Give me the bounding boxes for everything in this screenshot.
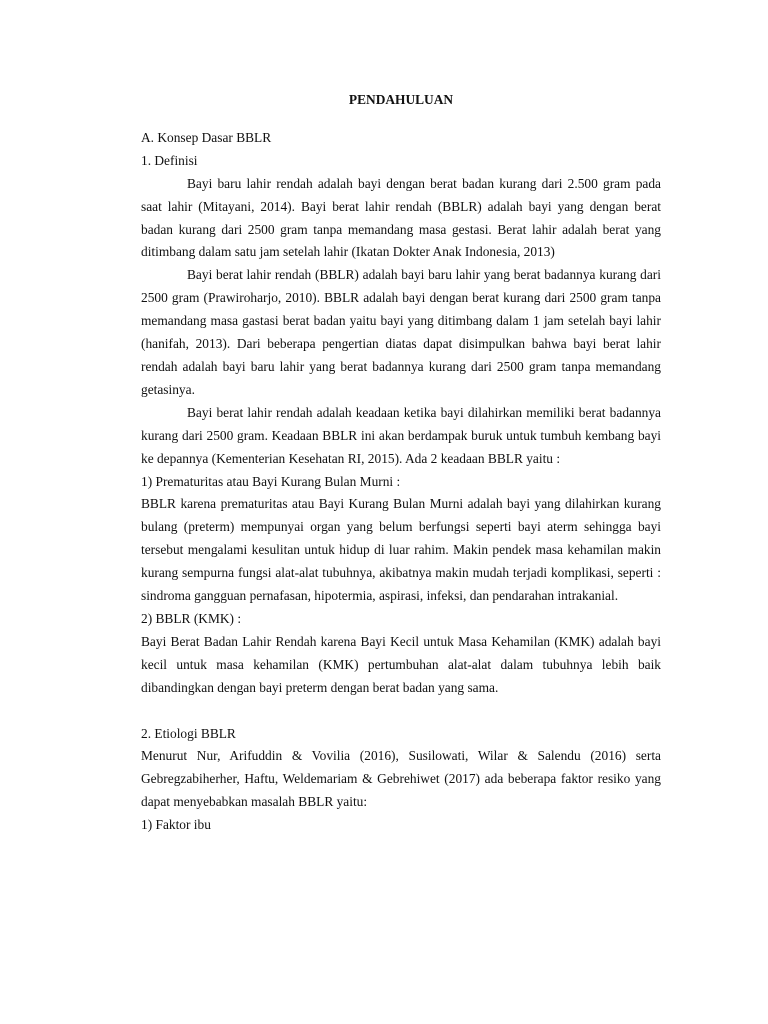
document-title: PENDAHULUAN bbox=[348, 92, 454, 107]
paragraph-spacer bbox=[141, 700, 661, 723]
list-item-heading-faktor-ibu: 1) Faktor ibu bbox=[141, 817, 211, 833]
paragraph-definition-3: Bayi berat lahir rendah adalah keadaan ketika bayi dilahirkan memiliki berat badannya kurang dari 2500 gram. Keadaan BBLR ini akan berdampak buruk untuk tumbuh kembang bayi ke depannya (Kementerian Kesehatan RI, 2015). Ada 2 keadaan BBLR yaitu : bbox=[141, 404, 661, 466]
list-item-text-prematuritas: BBLR karena prematuritas atau Bayi Kurang Bulan Murni adalah bayi yang dilahirkan kurang bulang (preterm) mempunyai organ yang belum berfungsi seperti bayi aterm sehingga bayi tersebut mengalami kesulitan untuk hidup di luar rahim. Makin pendek masa kehamilan makin kurang sempurna fungsi alat-alat tubuhnya, akibatnya makin mudah terjadi komplikasi, seperti : sindroma gangguan pernafasan, hipotermia, aspirasi, infeksi, dan pendarahan intrakanial. bbox=[141, 496, 661, 604]
list-item-heading-prematuritas: 1) Prematuritas atau Bayi Kurang Bulan Murni : bbox=[141, 473, 401, 489]
list-item-text-kmk: Bayi Berat Badan Lahir Rendah karena Bayi Kecil untuk Masa Kehamilan (KMK) adalah bayi kecil untuk masa kehamilan (KMK) pertumbuhan alat-alat dalam tubuhnya lebih baik dibandingkan dengan bayi preterm dengan berat badan yang sama. bbox=[141, 633, 661, 695]
subsection-heading-etiologi: 2. Etiologi BBLR bbox=[141, 725, 236, 741]
paragraph-definition-1: Bayi baru lahir rendah adalah bayi dengan berat badan kurang dari 2.500 gram pada saat lahir (Mitayani, 2014). Bayi berat lahir rendah (BBLR) adalah bayi yang dengan berat badan kurang dari 2500 gram tanpa memandang masa gestasi. Berat lahir adalah berat yang ditimbang dalam satu jam setelah lahir (Ikatan Dokter Anak Indonesia, 2013) bbox=[141, 175, 661, 260]
paragraph-definition-2: Bayi berat lahir rendah (BBLR) adalah bayi baru lahir yang berat badannya kurang dari 2500 gram (Prawiroharjo, 2010). BBLR adalah bayi dengan berat kurang dari 2500 gram tanpa memandang masa gastasi berat badan yaitu bayi yang ditimbang dalam 1 jam setelah bayi lahir (hanifah, 2013). Dari beberapa pengertian diatas dapat disimpulkan bahwa bayi berat lahir rendah adalah bayi baru lahir yang berat badannya kurang dari 2500 gram tanpa memandang getasinya. bbox=[141, 267, 661, 397]
paragraph-etiologi: Menurut Nur, Arifuddin & Vovilia (2016), Susilowati, Wilar & Salendu (2016) serta Gebregzabiherher, Haftu, Weldemariam & Gebrehiwet (2017) ada beberapa faktor resiko yang dapat menyebabkan masalah BBLR yaitu: bbox=[141, 748, 661, 810]
list-item-heading-kmk: 2) BBLR (KMK) : bbox=[141, 610, 242, 626]
document-body bbox=[141, 89, 661, 837]
subsection-heading-definisi: 1. Definisi bbox=[141, 152, 198, 168]
section-heading-a: A. Konsep Dasar BBLR bbox=[141, 129, 272, 145]
